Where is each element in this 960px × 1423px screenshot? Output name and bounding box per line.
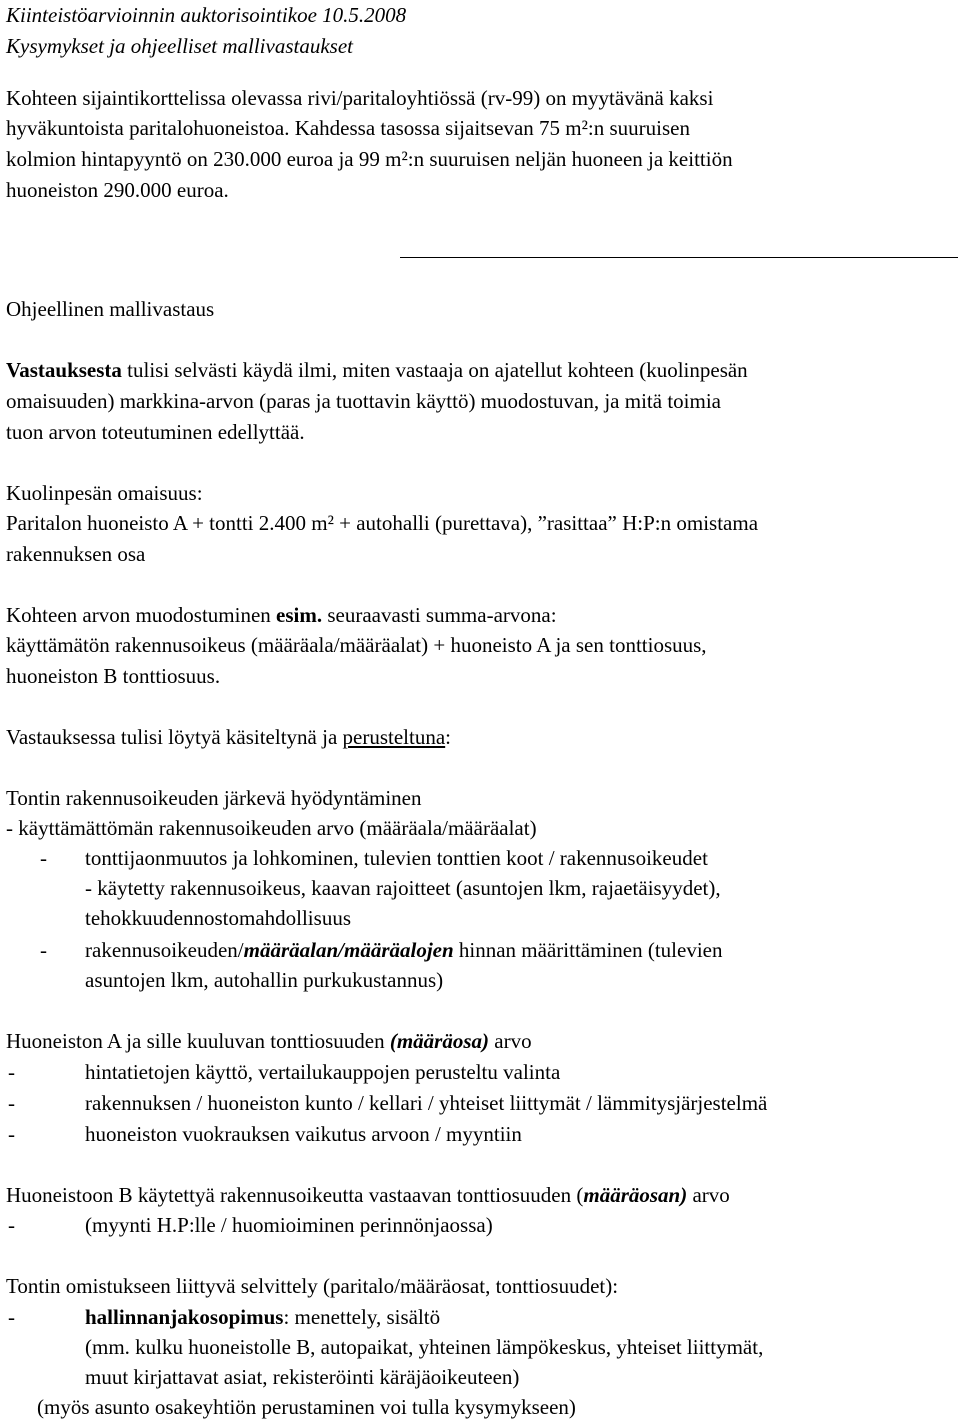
section1-subitem <box>40 846 708 870</box>
section1-subitem-line: tehokkuudennostomahdollisuus <box>85 906 351 930</box>
title-part: Huoneistoon B käytettyä rakennusoikeutta vastaavan tonttiosuuden ( <box>6 1183 584 1207</box>
section4-line: (mm. kulku huoneistolle B, autopaikat, yhteinen lämpökeskus, yhteiset liittymät, <box>85 1335 764 1359</box>
dash: - <box>40 846 47 870</box>
dash: - <box>8 1060 15 1084</box>
section2-title <box>6 1029 532 1053</box>
title-part: Huoneiston A ja sille kuuluvan tonttiosuuden <box>6 1029 390 1053</box>
item-text <box>85 1305 440 1329</box>
section1-subitem <box>40 938 723 962</box>
value-text: seuraavasti summa-arvona: <box>322 603 557 627</box>
section4-line: (myös asunto osakeyhtiön perustaminen voi tulla kysymykseen) <box>37 1395 576 1419</box>
section3-title <box>6 1183 730 1207</box>
dash: - <box>8 1213 15 1237</box>
section4-line: muut kirjattavat asiat, rekisteröinti käräjäoikeuteen) <box>85 1365 520 1389</box>
value-bold: esim. <box>276 603 323 627</box>
question-line: Kohteen sijaintikorttelissa olevassa rivi/paritaloyhtiössä (rv-99) on myytävänä kaksi <box>6 86 714 110</box>
answer-paragraph-line <box>6 358 748 382</box>
section1-subitem-line: - käytetty rakennusoikeus, kaavan rajoitteet (asuntojen lkm, rajaetäisyydet), <box>85 876 721 900</box>
dash: - <box>40 938 47 962</box>
should-text: : <box>445 725 452 749</box>
section-divider <box>400 257 958 258</box>
estate-label: Kuolinpesän omaisuus: <box>6 481 203 505</box>
should-underlined: perusteltuna <box>342 725 446 749</box>
value-line <box>6 603 557 627</box>
item-bold: hallinnanjakosopimus <box>85 1305 284 1329</box>
header-title: Kiinteistöarvioinnin auktorisointikoe 10.5.2008 <box>6 3 407 27</box>
dash: - <box>8 1305 15 1329</box>
value-line: käyttämätön rakennusoikeus (määräala/määräalat) + huoneisto A ja sen tonttiosuus, <box>6 633 707 657</box>
item-part: : menettely, sisältö <box>283 1305 441 1329</box>
estate-line: Paritalon huoneisto A + tontti 2.400 m² + autohalli (purettava), ”rasittaa” H:P:n omistama <box>6 511 759 535</box>
estate-line: rakennuksen osa <box>6 542 146 566</box>
header-subtitle: Kysymykset ja ohjeelliset mallivastaukset <box>6 34 353 58</box>
value-line: huoneiston B tonttiosuus. <box>6 664 221 688</box>
subitem-text <box>85 938 722 962</box>
answer-heading: Ohjeellinen mallivastaus <box>6 297 215 321</box>
title-bold-italic: (määräosa) <box>389 1029 489 1053</box>
section1-subitem-line: asuntojen lkm, autohallin purkukustannus) <box>85 968 444 992</box>
subitem-bold-italic: määräalan/määräalojen <box>243 938 454 962</box>
item-text: hintatietojen käyttö, vertailukauppojen perusteltu valinta <box>85 1060 561 1084</box>
subitem-text: tonttijaonmuutos ja lohkominen, tulevien tonttien koot / rakennusoikeudet <box>85 846 708 870</box>
should-text: Vastauksessa tulisi löytyä käsiteltynä ja <box>6 725 343 749</box>
answer-bold-word: Vastauksesta <box>6 358 122 382</box>
section4-title: Tontin omistukseen liittyvä selvittely (paritalo/määräosat, tonttiosuudet): <box>6 1274 619 1298</box>
subitem-part: rakennusoikeuden/ <box>85 938 244 962</box>
question-line: huoneiston 290.000 euroa. <box>6 178 229 202</box>
value-text: Kohteen arvon muodostuminen <box>6 603 277 627</box>
answer-text: tulisi selvästi käydä ilmi, miten vastaaja on ajatellut kohteen (kuolinpesän <box>121 358 748 382</box>
title-part: arvo <box>489 1029 532 1053</box>
section1-item: - käyttämättömän rakennusoikeuden arvo (määräala/määräalat) <box>6 816 537 840</box>
dash: - <box>8 1091 15 1115</box>
title-bold-italic: määräosan) <box>583 1183 688 1207</box>
title-part: arvo <box>687 1183 730 1207</box>
subitem-part: hinnan määrittäminen (tulevien <box>453 938 723 962</box>
should-include-line <box>6 725 451 749</box>
item-text: (myynti H.P:lle / huomioiminen perinnönjaossa) <box>85 1213 493 1237</box>
item-text: huoneiston vuokrauksen vaikutus arvoon / myyntiin <box>85 1122 522 1146</box>
answer-paragraph-line: omaisuuden) markkina-arvon (paras ja tuottavin käyttö) muodostuvan, ja mitä toimia <box>6 389 721 413</box>
question-line: kolmion hintapyyntö on 230.000 euroa ja 99 m²:n suuruisen neljän huoneen ja keittiön <box>6 147 733 171</box>
question-line: hyväkuntoista paritalohuoneistoa. Kahdessa tasossa sijaitsevan 75 m²:n suuruisen <box>6 116 691 140</box>
dash: - <box>8 1122 15 1146</box>
item-text: rakennuksen / huoneiston kunto / kellari / yhteiset liittymät / lämmitysjärjestelmä <box>85 1091 768 1115</box>
section1-title: Tontin rakennusoikeuden järkevä hyödyntäminen <box>6 786 422 810</box>
answer-paragraph-line: tuon arvon toteutuminen edellyttää. <box>6 420 305 444</box>
